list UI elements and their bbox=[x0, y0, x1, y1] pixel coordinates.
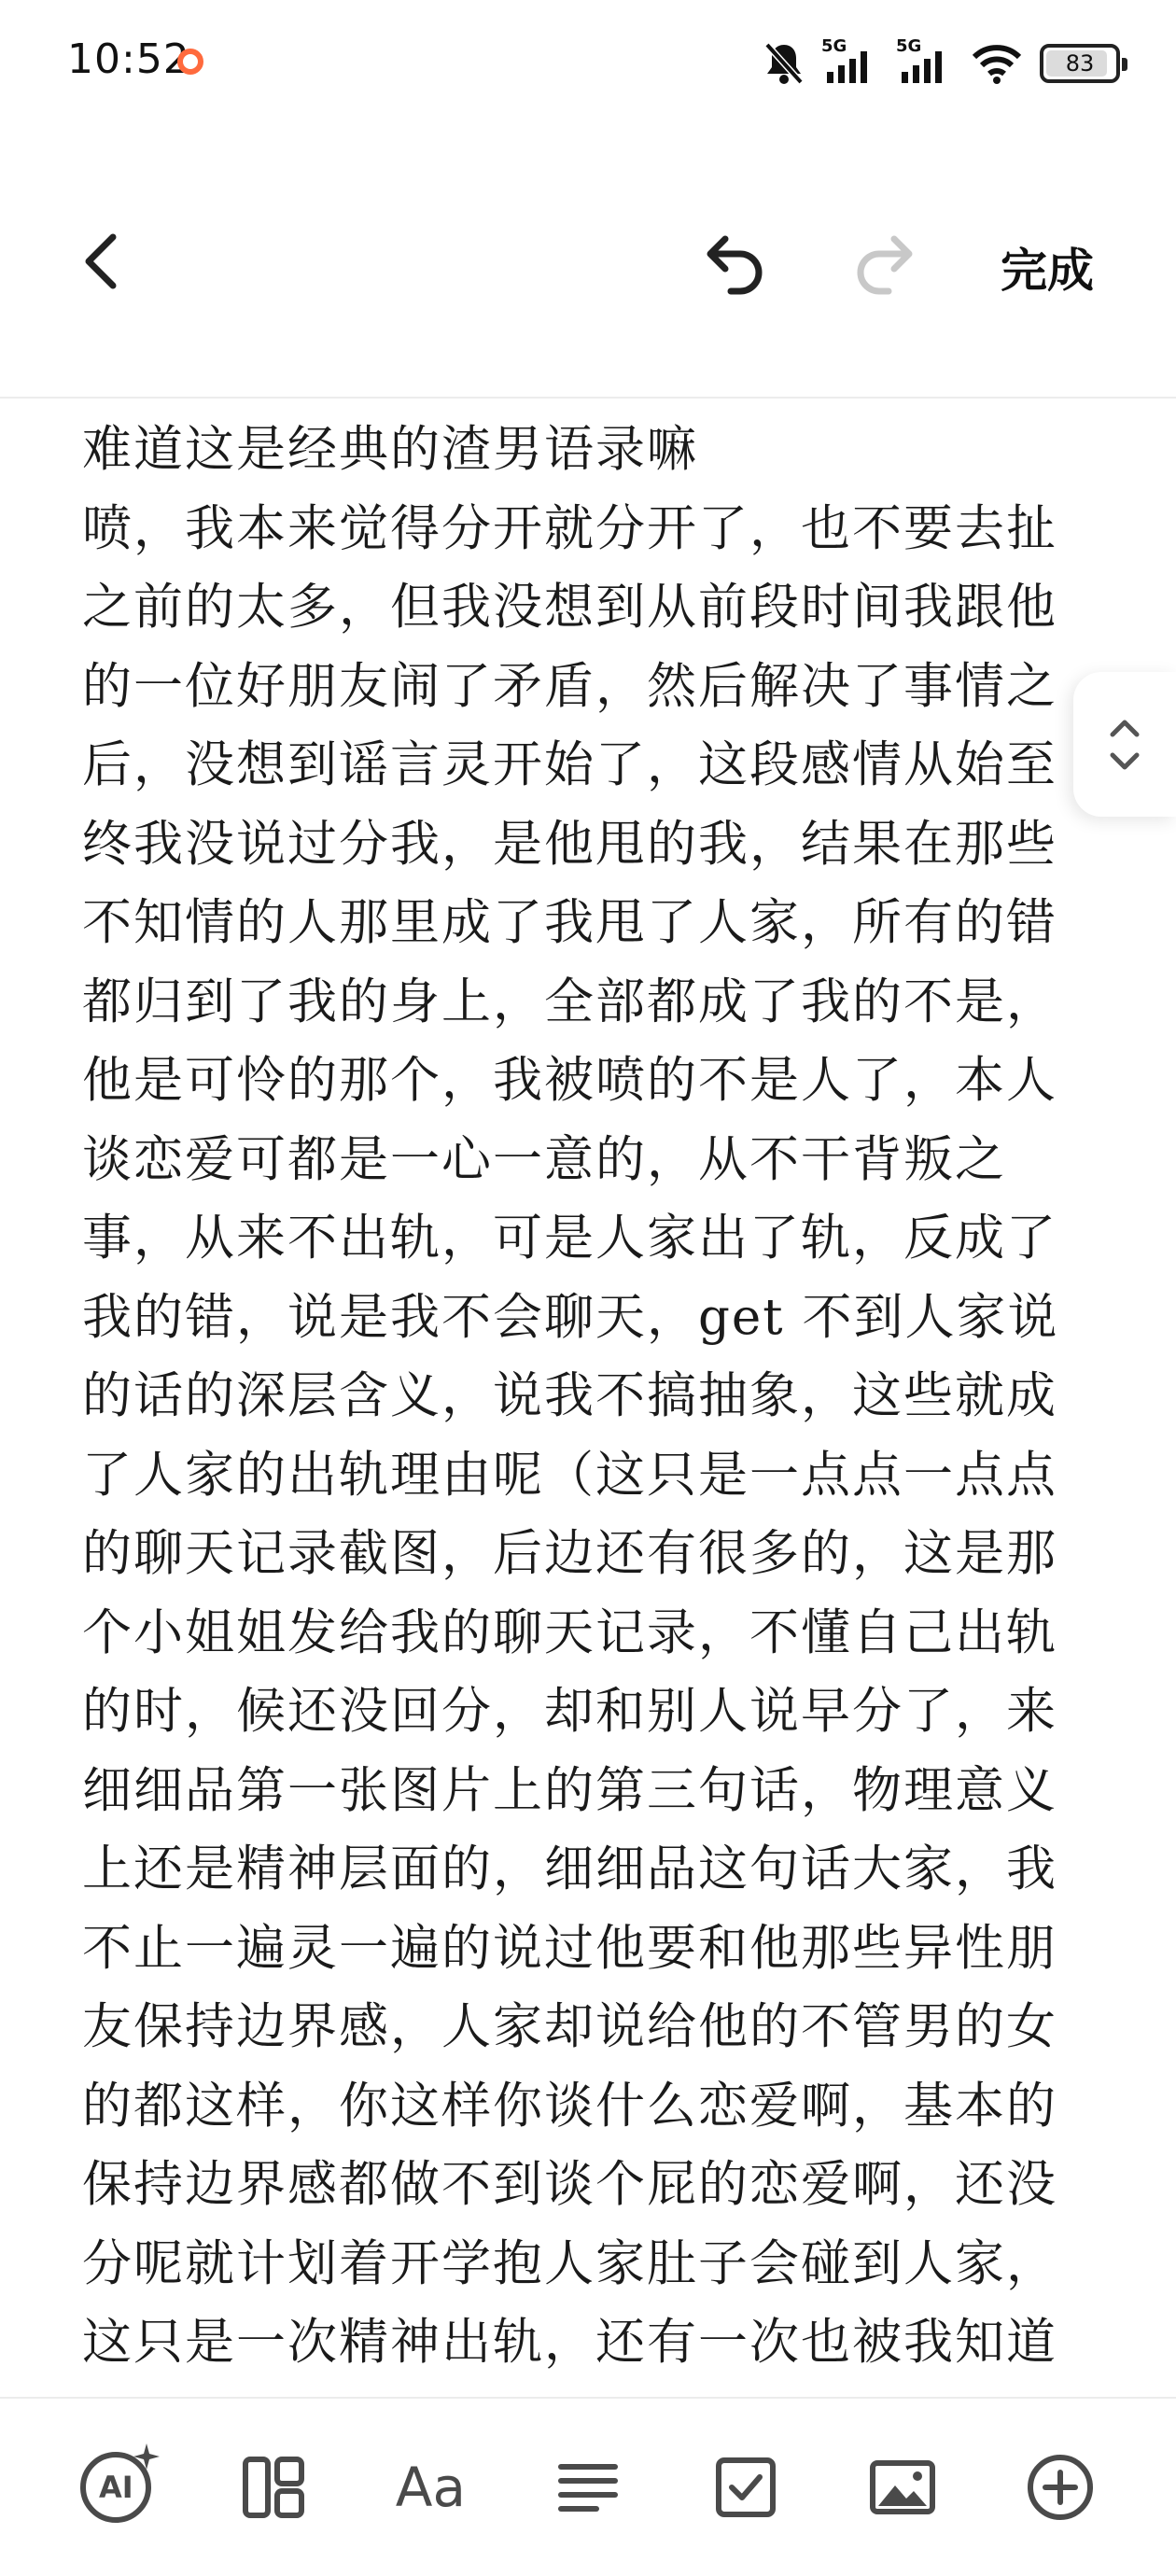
note-line: 我的错，说是我不会聊天，get 不到人家说 bbox=[82, 1288, 1059, 1346]
align-left-icon bbox=[557, 2461, 619, 2513]
layout-template-button[interactable] bbox=[222, 2436, 325, 2539]
bottom-toolbar bbox=[0, 2399, 1176, 2576]
status-icons bbox=[763, 37, 1120, 90]
battery-level: 83 bbox=[1065, 50, 1095, 77]
note-line: 的一位好朋友闹了矛盾，然后解决了事情之 bbox=[82, 657, 1057, 715]
undo-button[interactable] bbox=[691, 222, 775, 306]
wifi-icon bbox=[971, 42, 1023, 85]
note-line: 的都这样，你这样你谈什么恋爱啊，基本的 bbox=[82, 2077, 1057, 2135]
note-line: 终我没说过分我，是他甩的我，结果在那些 bbox=[82, 815, 1057, 873]
status-bar bbox=[0, 0, 1176, 121]
signal-5g-1: 5G bbox=[821, 40, 879, 87]
checkbox-icon bbox=[715, 2457, 777, 2518]
note-line: 后，没想到谣言灵开始了，这段感情从始至 bbox=[82, 736, 1057, 793]
chevron-left-icon bbox=[81, 231, 119, 291]
note-line: 事，从来不出轨，可是人家出了轨，反成了 bbox=[82, 1210, 1057, 1267]
note-line: 这只是一次精神出轨，还有一次也被我知道 bbox=[82, 2314, 1057, 2371]
note-line: 的聊天记录截图，后边还有很多的，这是那 bbox=[82, 1525, 1057, 1582]
note-line: 的话的深层含义，说我不搞抽象，这些就成 bbox=[82, 1367, 1057, 1424]
plus-circle-icon bbox=[1027, 2454, 1094, 2521]
note-line: 谈恋爱可都是一心一意的，从不干背叛之 bbox=[82, 1130, 1006, 1188]
mute-bell-icon bbox=[763, 41, 805, 86]
note-line: 喷，我本来觉得分开就分开了，也不要去扯 bbox=[82, 499, 1057, 557]
ai-icon: AI bbox=[80, 2452, 151, 2523]
note-line: 难道这是经典的渣男语录嘛 bbox=[82, 421, 698, 478]
add-more-button[interactable] bbox=[1009, 2436, 1112, 2539]
editor-toolbar bbox=[0, 187, 1176, 336]
note-line: 他是可怜的那个，我被喷的不是人了，本人 bbox=[82, 1052, 1057, 1109]
layout-icon bbox=[242, 2456, 305, 2519]
signal-bars-icon bbox=[821, 40, 879, 87]
note-line: 不知情的人那里成了我甩了人家，所有的错 bbox=[82, 894, 1057, 951]
note-line: 分呢就计划着开学抱人家肚子会碰到人家， bbox=[82, 2234, 1057, 2292]
image-icon bbox=[869, 2459, 936, 2515]
note-line: 保持边界感都做不到谈个屁的恋爱啊，还没 bbox=[82, 2156, 1057, 2213]
note-line: 细细品第一张图片上的第三句话，物理意义 bbox=[82, 1761, 1057, 1819]
recording-indicator-icon bbox=[177, 49, 203, 75]
note-editor[interactable] bbox=[82, 411, 1090, 2394]
redo-button[interactable] bbox=[845, 222, 929, 306]
note-line: 都归到了我的身上，全部都成了我的不是， bbox=[82, 973, 1057, 1030]
divider bbox=[0, 397, 1176, 399]
insert-image-button[interactable] bbox=[851, 2436, 954, 2539]
note-line: 之前的太多，但我没想到从前段时间我跟他 bbox=[82, 579, 1057, 636]
ai-assistant-button[interactable] bbox=[64, 2436, 167, 2539]
note-line: 了人家的出轨理由呢（这只是一点点一点点 bbox=[82, 1446, 1057, 1504]
note-line: 的时，候还没回分，却和别人说早分了，来 bbox=[82, 1683, 1057, 1740]
chevron-down-icon bbox=[1109, 751, 1141, 772]
undo-icon bbox=[697, 231, 768, 297]
chevron-up-icon bbox=[1109, 718, 1141, 738]
signal-5g-2: 5G bbox=[896, 40, 954, 87]
back-button[interactable] bbox=[67, 224, 133, 299]
battery-indicator bbox=[1040, 44, 1120, 83]
note-line: 友保持边界感，人家却说给他的不管男的女 bbox=[82, 1998, 1057, 2055]
scroll-handle[interactable] bbox=[1073, 672, 1176, 817]
note-line: 个小姐姐发给我的聊天记录，不懂自己出轨 bbox=[82, 1603, 1057, 1661]
sparkle-icon bbox=[133, 2443, 160, 2470]
paragraph-align-button[interactable] bbox=[537, 2436, 639, 2539]
done-button[interactable]: 完成 bbox=[1001, 243, 1094, 298]
status-time: 10:52 bbox=[67, 35, 190, 83]
text-format-button[interactable] bbox=[379, 2436, 482, 2539]
note-line: 上还是精神层面的，细细品这句话大家，我 bbox=[82, 1841, 1057, 1897]
note-line: 不止一遍灵一遍的说过他要和他那些异性朋 bbox=[82, 1919, 1057, 1977]
signal-bars-icon bbox=[896, 40, 954, 87]
redo-icon bbox=[851, 231, 922, 297]
font-icon: Aa bbox=[395, 2456, 467, 2519]
checklist-button[interactable] bbox=[694, 2436, 797, 2539]
